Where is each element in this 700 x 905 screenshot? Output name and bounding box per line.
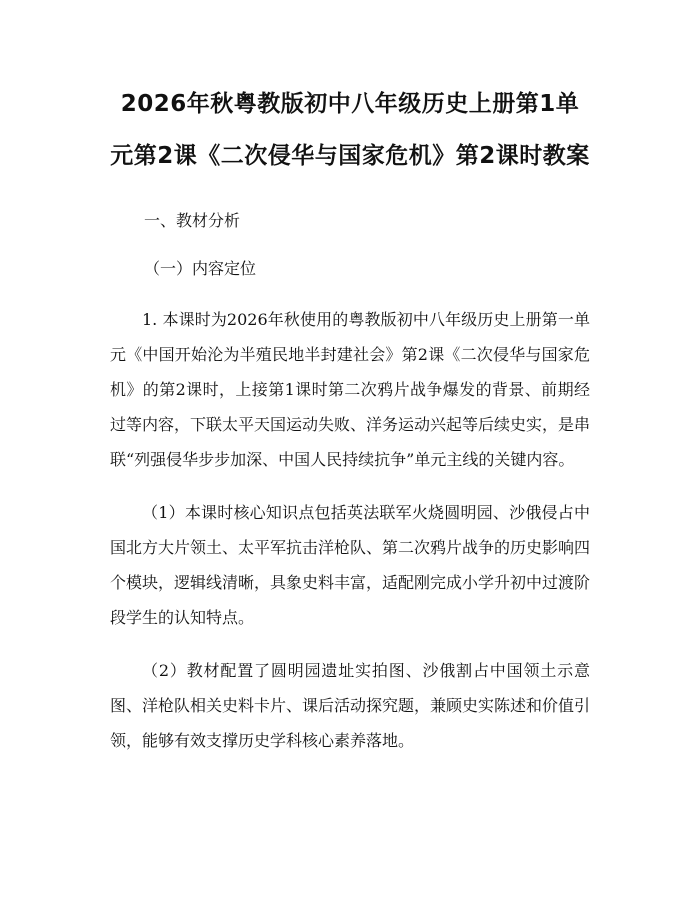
paragraph-textbook-materials: （2）教材配置了圆明园遗址实拍图、沙俄割占中国领土示意图、洋枪队相关史料卡片、课后活动探究题，兼顾史实陈述和价值引领，能够有效支撑历史学科核心素养落地。: [110, 661, 591, 750]
section-heading: 一、教材分析: [144, 211, 241, 230]
subsection-heading: （一）内容定位: [144, 259, 257, 278]
document-title: 2026年秋粤教版初中八年级历史上册第1单元第2课《二次侵华与国家危机》第2课时教案: [110, 91, 590, 169]
paragraph-core-knowledge: （1）本课时核心知识点包括英法联军火烧圆明园、沙俄侵占中国北方大片领土、太平军抗击洋枪队、第二次鸦片战争的历史影响四个模块，逻辑线清晰，具象史料丰富，适配刚完成小学升初中过渡阶段学生的认知特点。: [110, 503, 591, 627]
paragraph-content-positioning: 1. 本课时为2026年秋使用的粤教版初中八年级历史上册第一单元《中国开始沦为半殖民地半封建社会》第2课《二次侵华与国家危机》的第2课时，上接第1课时第二次鸦片战争爆发的背景、前期经过等内容，下联太平天国运动失败、洋务运动兴起等后续史实，是串联“列强侵华步步加深、中国人民持续抗争”单元主线的关键内容。: [110, 310, 591, 469]
